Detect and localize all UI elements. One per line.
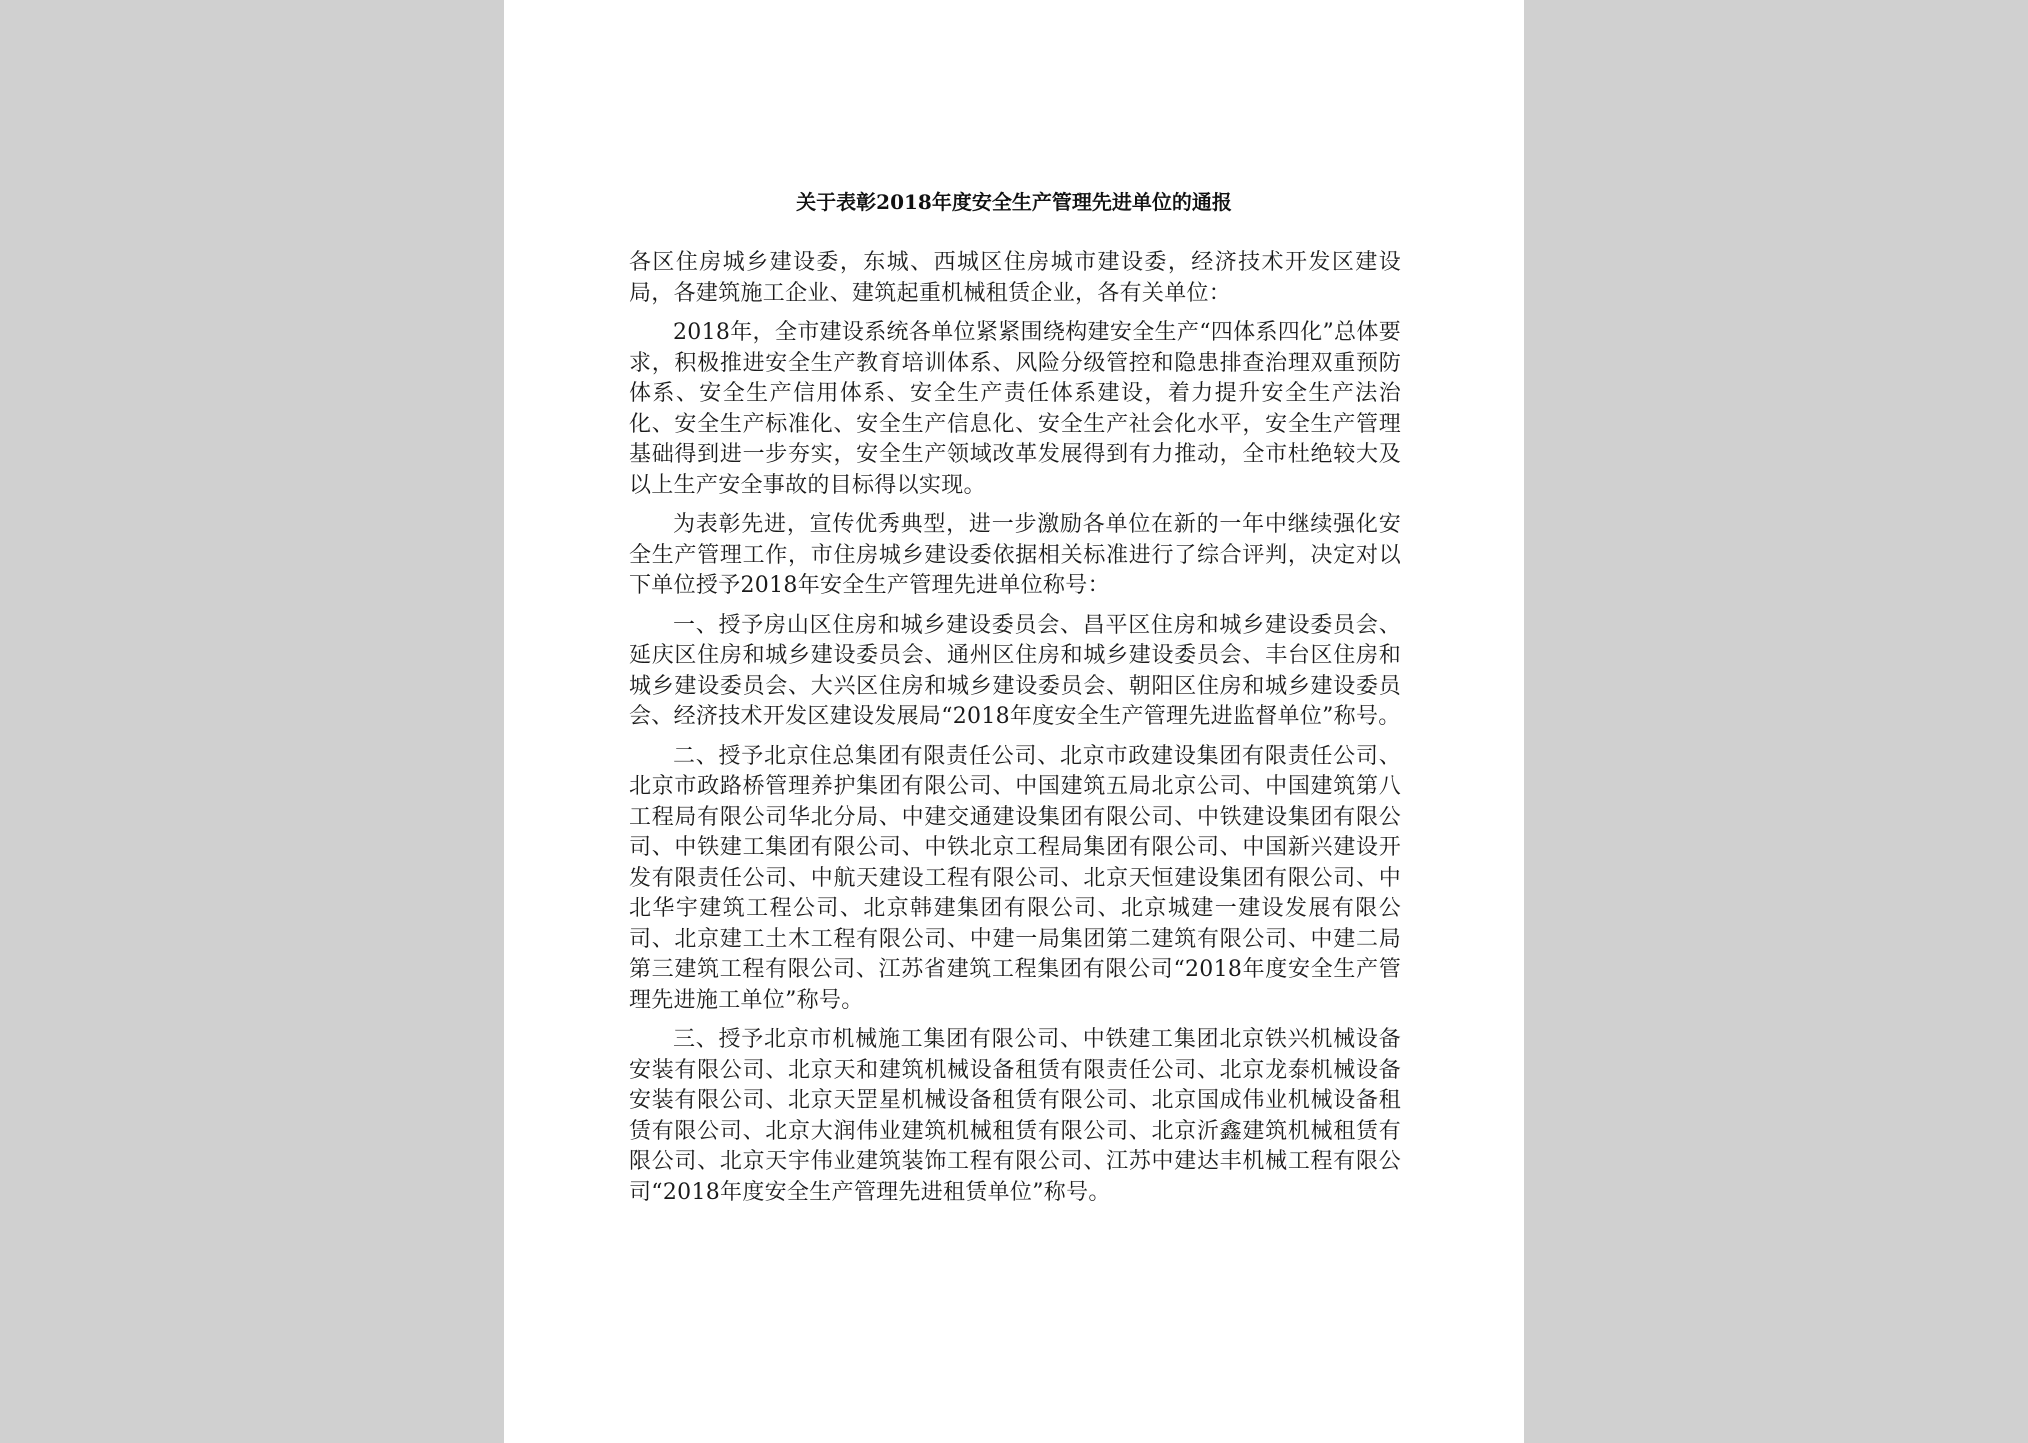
paragraph-summary: 2018年，全市建设系统各单位紧紧围绕构建安全生产“四体系四化”总体要求，积极推进安全生产教育培训体系、风险分级管控和隐患排查治理双重预防体系、安全生产信用体系、安全生产责任体系建设，着力提升安全生产法治化、安全生产标准化、安全生产信息化、安全生产社会化水平，安全生产管理基础得到进一步夯实，安全生产领域改革发展得到有力推动，全市杜绝较大及以上生产安全事故的目标得以实现。: [629, 320, 1401, 498]
salutation: 各区住房城乡建设委，东城、西城区住房城市建设委，经济技术开发区建设局，各建筑施工企业、建筑起重机械租赁企业，各有关单位：: [629, 250, 1401, 306]
document-page: [504, 0, 1524, 1443]
paragraph-award-construction: 二、授予北京住总集团有限责任公司、北京市政建设集团有限责任公司、北京市政路桥管理养护集团有限公司、中国建筑五局北京公司、中国建筑第八工程局有限公司华北分局、中建交通建设集团有限公司、中铁建设集团有限公司、中铁建工集团有限公司、中铁北京工程局集团有限公司、中国新兴建设开发有限责任公司、中航天建设工程有限公司、北京天恒建设集团有限公司、中北华宇建筑工程公司、北京韩建集团有限公司、北京城建一建设发展有限公司、北京建工土木工程有限公司、中建一局集团第二建筑有限公司、中建二局第三建筑工程有限公司、江苏省建筑工程集团有限公司“2018年度安全生产管理先进施工单位”称号。: [629, 743, 1401, 1013]
paragraph-award-leasing: 三、授予北京市机械施工集团有限公司、中铁建工集团北京铁兴机械设备安装有限公司、北京天和建筑机械设备租赁有限责任公司、北京龙泰机械设备安装有限公司、北京天罡星机械设备租赁有限公司、北京国成伟业机械设备租赁有限公司、北京大润伟业建筑机械租赁有限公司、北京沂鑫建筑机械租赁有限公司、北京天宇伟业建筑装饰工程有限公司、江苏中建达丰机械工程有限公司“2018年度安全生产管理先进租赁单位”称号。: [629, 1027, 1401, 1205]
paragraph-decision: 为表彰先进，宣传优秀典型，进一步激励各单位在新的一年中继续强化安全生产管理工作，市住房城乡建设委依据相关标准进行了综合评判，决定对以下单位授予2018年安全生产管理先进单位称号：: [629, 512, 1401, 598]
document-title: 关于表彰2018年度安全生产管理先进单位的通报: [796, 190, 1232, 214]
document-body: [629, 248, 1401, 1217]
paragraph-award-supervision: 一、授予房山区住房和城乡建设委员会、昌平区住房和城乡建设委员会、延庆区住房和城乡建设委员会、通州区住房和城乡建设委员会、丰台区住房和城乡建设委员会、大兴区住房和城乡建设委员会、朝阳区住房和城乡建设委员会、经济技术开发区建设发展局“2018年度安全生产管理先进监督单位”称号。: [629, 612, 1401, 729]
